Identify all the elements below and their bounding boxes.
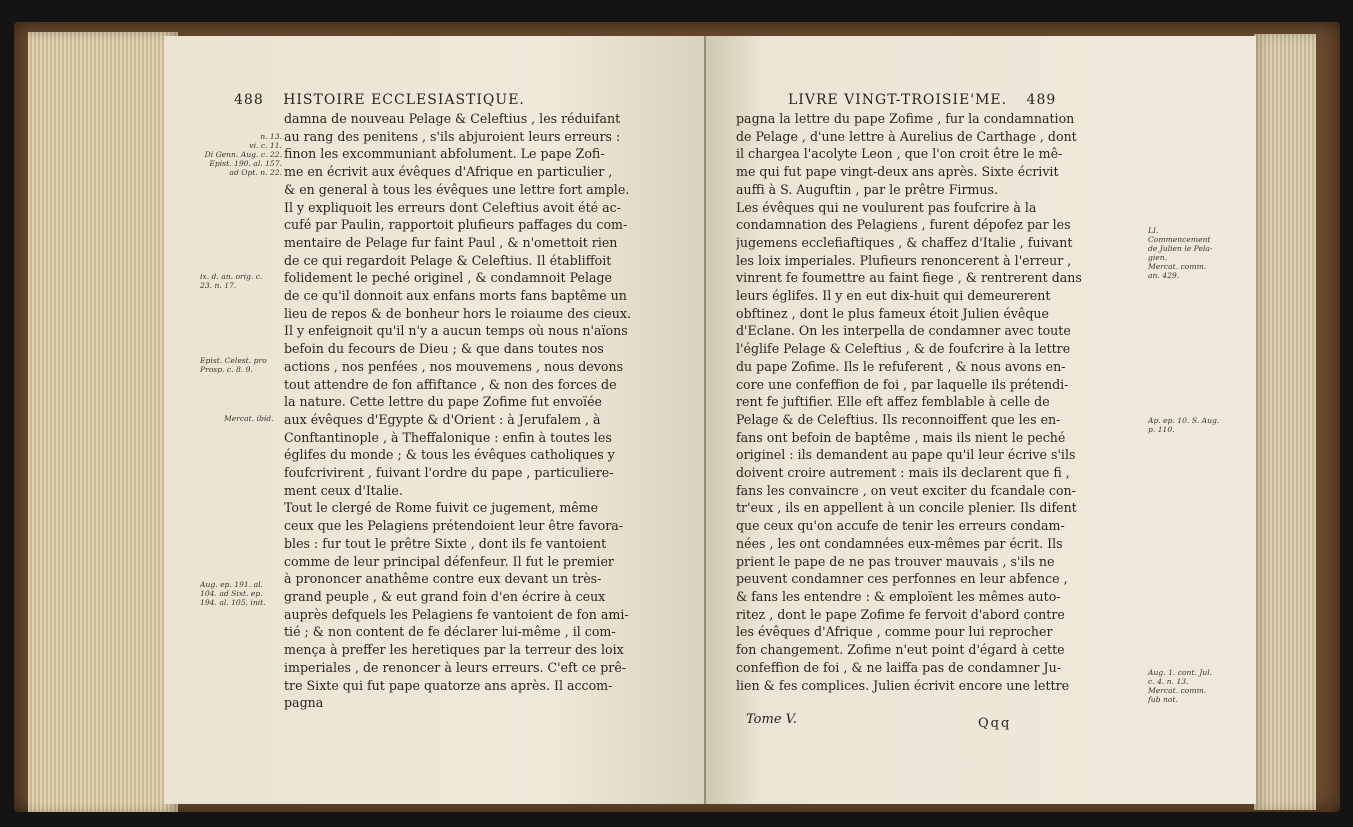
text-line: fans ont befoin de baptême , mais ils nient le peché bbox=[736, 429, 1066, 445]
left-head-title: HISTOIRE ECCLESIASTIQUE. bbox=[283, 92, 525, 108]
text-line: l'églife Pelage & Celeftius , & de foufcrire à la lettre bbox=[736, 341, 1071, 357]
text-line: vinrent fe foumettre au faint fiege , & rentrerent dans bbox=[736, 270, 1082, 286]
text-line: & fans les entendre : & emploïent les mêmes auto- bbox=[736, 588, 1061, 604]
text-line: il chargea l'acolyte Leon , que l'on croit être le mê- bbox=[736, 146, 1063, 162]
margin-note: Ap. ep. 10. S. Aug. p. 110. bbox=[1148, 416, 1220, 434]
text-line: lien & fes complices. Julien écrivit encore une lettre bbox=[736, 677, 1070, 693]
margin-note: Epist. Celest. pro Prosp. c. 8. 9. bbox=[200, 356, 267, 374]
text-line: leurs églifes. Il y en eut dix-huit qui demeurerent bbox=[736, 288, 1051, 304]
text-line: core une confeffion de foi , par laquelle ils prétendi- bbox=[736, 376, 1069, 392]
left-page-edges bbox=[28, 32, 178, 812]
text-line: que ceux qu'on accufe de tenir les erreurs condam- bbox=[736, 518, 1065, 534]
text-line: tre Sixte qui fut pape quatorze ans après. Il accom- bbox=[284, 677, 613, 693]
text-line: doivent croire autrement : mais ils declarent que fi , bbox=[736, 465, 1070, 481]
text-line: bles : fur tout le prêtre Sixte , dont ils fe vantoient bbox=[284, 535, 607, 551]
text-line: tout attendre de fon affiftance , & non des forces de bbox=[284, 376, 617, 392]
text-line: Pelage & de Celeftius. Ils reconnoiffent que les en- bbox=[736, 411, 1061, 427]
text-line: ritez , dont le pape Zofime fe fervoit d'abord contre bbox=[736, 606, 1065, 622]
text-line: mença à preffer les heretiques par la terreur des loix bbox=[284, 642, 624, 658]
text-line: actions , nos penfées , nos mouvemens , nous devons bbox=[284, 358, 624, 374]
text-line: Il y expliquoit les erreurs dont Celeftius avoit été ac- bbox=[284, 199, 621, 215]
left-running-head bbox=[234, 92, 525, 108]
text-line: folidement le peché originel , & condamnoit Pelage bbox=[284, 270, 612, 286]
margin-note: n. 13. vi. c. 11. Di Genn. Aug. c. 22. Epist. 190. al. 157. ad Opt. n. 22. bbox=[204, 132, 282, 177]
text-line: à prononcer anathême contre eux devant un très- bbox=[284, 571, 602, 587]
text-line: fon changement. Zofime n'eut point d'égard à cette bbox=[736, 642, 1065, 658]
text-line: damna de nouveau Pelage & Celeftius , les réduifant bbox=[284, 111, 621, 126]
text-line: Conftantinople , à Theffalonique : enfin à toutes les bbox=[284, 429, 612, 445]
text-line: au rang des penitens , s'ils abjuroient leurs erreurs : bbox=[284, 128, 621, 144]
open-book bbox=[14, 16, 1340, 816]
margin-note: ix. d. an. orig. c. 23. n. 17. bbox=[200, 272, 263, 290]
volume-footer: Tome V. bbox=[746, 712, 797, 727]
text-line: condamnation des Pelagiens , furent dépofez par les bbox=[736, 217, 1071, 233]
text-line: Il y enfeignoit qu'il n'y a aucun temps où nous n'aïons bbox=[284, 323, 628, 339]
text-line: du pape Zofime. Ils le refuferent , & nous avons en- bbox=[736, 358, 1066, 374]
text-line: tié ; & non content de fe déclarer lui-même , il com- bbox=[284, 624, 616, 640]
text-line: de ce qui regardoit Pelage & Celeftius. Il établiffoit bbox=[284, 252, 612, 268]
text-line: peuvent condamner ces perfonnes en leur abfence , bbox=[736, 571, 1068, 587]
margin-note: LI. Commencement de Julien le Pela- gien. Mercat. comm. an. 429. bbox=[1148, 226, 1213, 280]
text-line: les évêques d'Afrique , comme pour lui reprocher bbox=[736, 624, 1053, 640]
text-line: aux évêques d'Egypte & d'Orient : à Jerufalem , à bbox=[284, 411, 601, 427]
text-line: comme de leur principal défenfeur. Il fut le premier bbox=[284, 553, 614, 569]
text-line: tr'eux , ils en appellent à un concile plenier. Ils difent bbox=[736, 500, 1077, 516]
text-line: & en general à tous les évêques une lettre fort ample. bbox=[284, 181, 630, 197]
text-line: Tout le clergé de Rome fuivit ce jugement, même bbox=[284, 500, 599, 516]
text-line: Les évêques qui ne voulurent pas foufcrire à la bbox=[736, 199, 1037, 215]
text-line: foufcrivirent , fuivant l'ordre du pape , particuliere- bbox=[284, 465, 614, 481]
signature-mark: Qqq bbox=[978, 716, 1012, 731]
text-line: nées , les ont condamnées eux-mêmes par écrit. Ils bbox=[736, 535, 1063, 551]
text-line: me en écrivit aux évêques d'Afrique en particulier , bbox=[284, 164, 613, 180]
text-line: befoin du fecours de Dieu ; & que dans toutes nos bbox=[284, 341, 604, 357]
right-running-head bbox=[788, 92, 1056, 108]
text-line: mentaire de Pelage fur faint Paul , & n'omettoit rien bbox=[284, 234, 618, 250]
margin-note: Mercat. ibid. bbox=[224, 414, 274, 423]
left-page bbox=[164, 36, 712, 804]
text-line: obftinez , dont le plus fameux étoit Julien évêque bbox=[736, 305, 1049, 321]
right-body-text bbox=[736, 110, 1141, 694]
right-page-number: 489 bbox=[1026, 92, 1057, 108]
text-line: rent fe juftifier. Elle eft affez femblable à celle de bbox=[736, 394, 1050, 410]
text-line: lieu de repos & de bonheur hors le roiaume des cieux. bbox=[284, 305, 631, 321]
text-line: pagna bbox=[284, 695, 324, 711]
text-line: de ce qu'il donnoit aux enfans morts fans baptême un bbox=[284, 288, 627, 304]
text-line: d'Eclane. On les interpella de condamner avec toute bbox=[736, 323, 1071, 339]
text-line: la nature. Cette lettre du pape Zofime fut envoïée bbox=[284, 394, 602, 410]
text-line: auprès defquels les Pelagiens fe vantoient de fon ami- bbox=[284, 606, 629, 622]
text-line: grand peuple , & eut grand foin d'en écrire à ceux bbox=[284, 588, 606, 604]
right-page bbox=[706, 36, 1256, 804]
text-line: imperiales , de renoncer à leurs erreurs. C'eft ce prê- bbox=[284, 659, 627, 675]
right-page-edges bbox=[1254, 34, 1316, 810]
left-page-number: 488 bbox=[234, 92, 264, 108]
text-line: jugemens ecclefiaftiques , & chaffez d'Italie , fuivant bbox=[736, 234, 1073, 250]
text-line: de Pelage , d'une lettre à Aurelius de Carthage , dont bbox=[736, 128, 1077, 144]
text-line: originel : ils demandent au pape qu'il leur écrive s'ils bbox=[736, 447, 1076, 463]
text-line: confeffion de foi , & ne laiffa pas de condamner Ju- bbox=[736, 659, 1061, 675]
text-line: finon les excommuniant abfolument. Le pape Zofi- bbox=[284, 146, 605, 162]
right-head-title: LIVRE VINGT-TROISIE'ME. bbox=[788, 92, 1008, 108]
text-line: fans les convaincre , on veut exciter du fcandale con- bbox=[736, 482, 1076, 498]
text-line: prient le pape de ne pas trouver mauvais , s'ils ne bbox=[736, 553, 1055, 569]
text-line: me qui fut pape vingt-deux ans après. Sixte écrivit bbox=[736, 164, 1059, 180]
text-line: cufé par Paulin, rapportoit plufieurs paffages du com- bbox=[284, 217, 628, 233]
text-line: les loix imperiales. Plufieurs renoncerent à l'erreur , bbox=[736, 252, 1072, 268]
margin-note: Aug. 1. cont. Jul. c. 4. n. 13. Mercat. comm. fub not. bbox=[1148, 668, 1213, 704]
text-line: ment ceux d'Italie. bbox=[284, 482, 403, 498]
margin-note: Aug. ep. 191. al. 104. ad Sixt. ep. 194. al. 105. init. bbox=[200, 580, 266, 607]
text-line: auffi à S. Auguftin , par le prêtre Firmus. bbox=[736, 181, 998, 197]
text-line: ceux que les Pelagiens prétendoient leur être favora- bbox=[284, 518, 624, 534]
left-body-text bbox=[284, 110, 689, 712]
text-line: pagna la lettre du pape Zofime , fur la condamnation bbox=[736, 111, 1075, 126]
text-line: églifes du monde ; & tous les évêques catholiques y bbox=[284, 447, 615, 463]
